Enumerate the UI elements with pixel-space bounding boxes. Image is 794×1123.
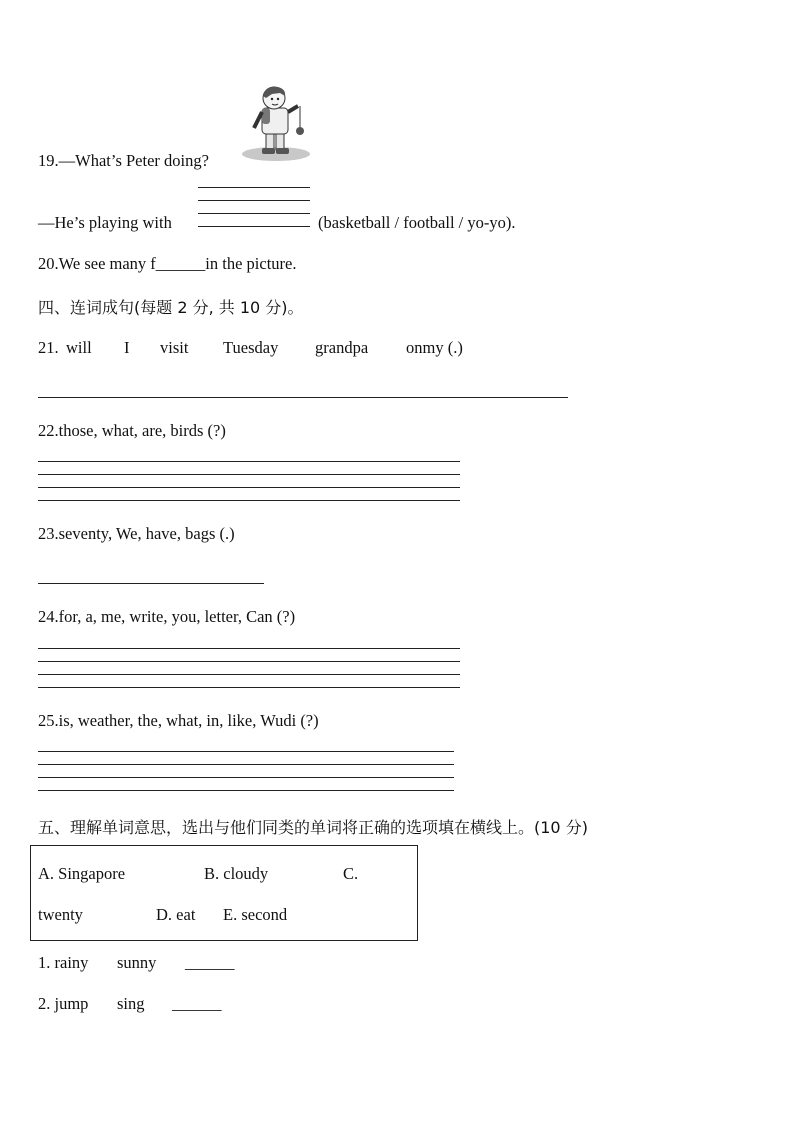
answer-line [38,751,454,752]
option-d: D. eat [156,905,196,924]
s5-q2-blank[interactable]: ______ [172,994,222,1013]
answer-line [38,500,460,501]
option-c: C. [343,864,359,883]
q20-prefix: 20.We see many f [38,254,156,273]
answer-line [38,648,460,649]
s5-q1-word1: 1. rainy [38,953,89,972]
answer-line [198,200,310,201]
q21-word: I [124,338,130,357]
q21-word: visit [160,338,189,357]
q21-word: Tuesday [223,338,279,357]
boy-yoyo-illustration [240,84,314,164]
answer-line [38,790,454,791]
q19-question: 19.—What’s Peter doing? [38,151,209,170]
answer-line [38,461,460,462]
option-a: A. Singapore [38,864,126,883]
s5-q1-word2: sunny [117,953,157,972]
answer-line [38,777,454,778]
q22-words: 22.those, what, are, birds (?) [38,421,226,440]
answer-line [38,687,460,688]
q19-options: (basketball / football / yo-yo). [318,213,516,232]
q20-sentence [38,254,296,274]
answer-line [198,187,310,188]
q21-word: onmy (.) [406,338,463,357]
q24-words: 24.for, a, me, write, you, letter, Can (?) [38,607,296,626]
answer-line [38,397,568,398]
q20-blank: ______ [155,254,206,273]
section5-heading: 五、理解单词意思，选出与他们同类的单词将正确的选项填在横线上。(10 分) [38,818,588,837]
answer-line [38,583,264,584]
answer-line [38,661,460,662]
options-box [30,845,418,941]
q25-words: 25.is, weather, the, what, in, like, Wudi (?) [38,711,319,730]
q21-number: 21. [38,338,59,357]
q20-suffix: in the picture. [205,254,297,273]
option-e: E. second [223,905,288,924]
q21-word: will [66,338,92,357]
answer-line [38,674,460,675]
q19-answer-prefix: —He’s playing with [38,213,172,232]
answer-line [38,474,460,475]
answer-line [38,764,454,765]
answer-line [38,487,460,488]
option-c-text: twenty [38,905,83,924]
s5-q1-blank[interactable]: ______ [185,953,235,972]
s5-q2-word1: 2. jump [38,994,89,1013]
option-b: B. cloudy [204,864,269,883]
q21-word: grandpa [315,338,369,357]
q23-words: 23.seventy, We, have, bags (.) [38,524,235,543]
answer-line [198,226,310,227]
section4-heading: 四、连词成句(每题 2 分, 共 10 分)。 [38,298,304,317]
answer-line [198,213,310,214]
s5-q2-word2: sing [117,994,145,1013]
